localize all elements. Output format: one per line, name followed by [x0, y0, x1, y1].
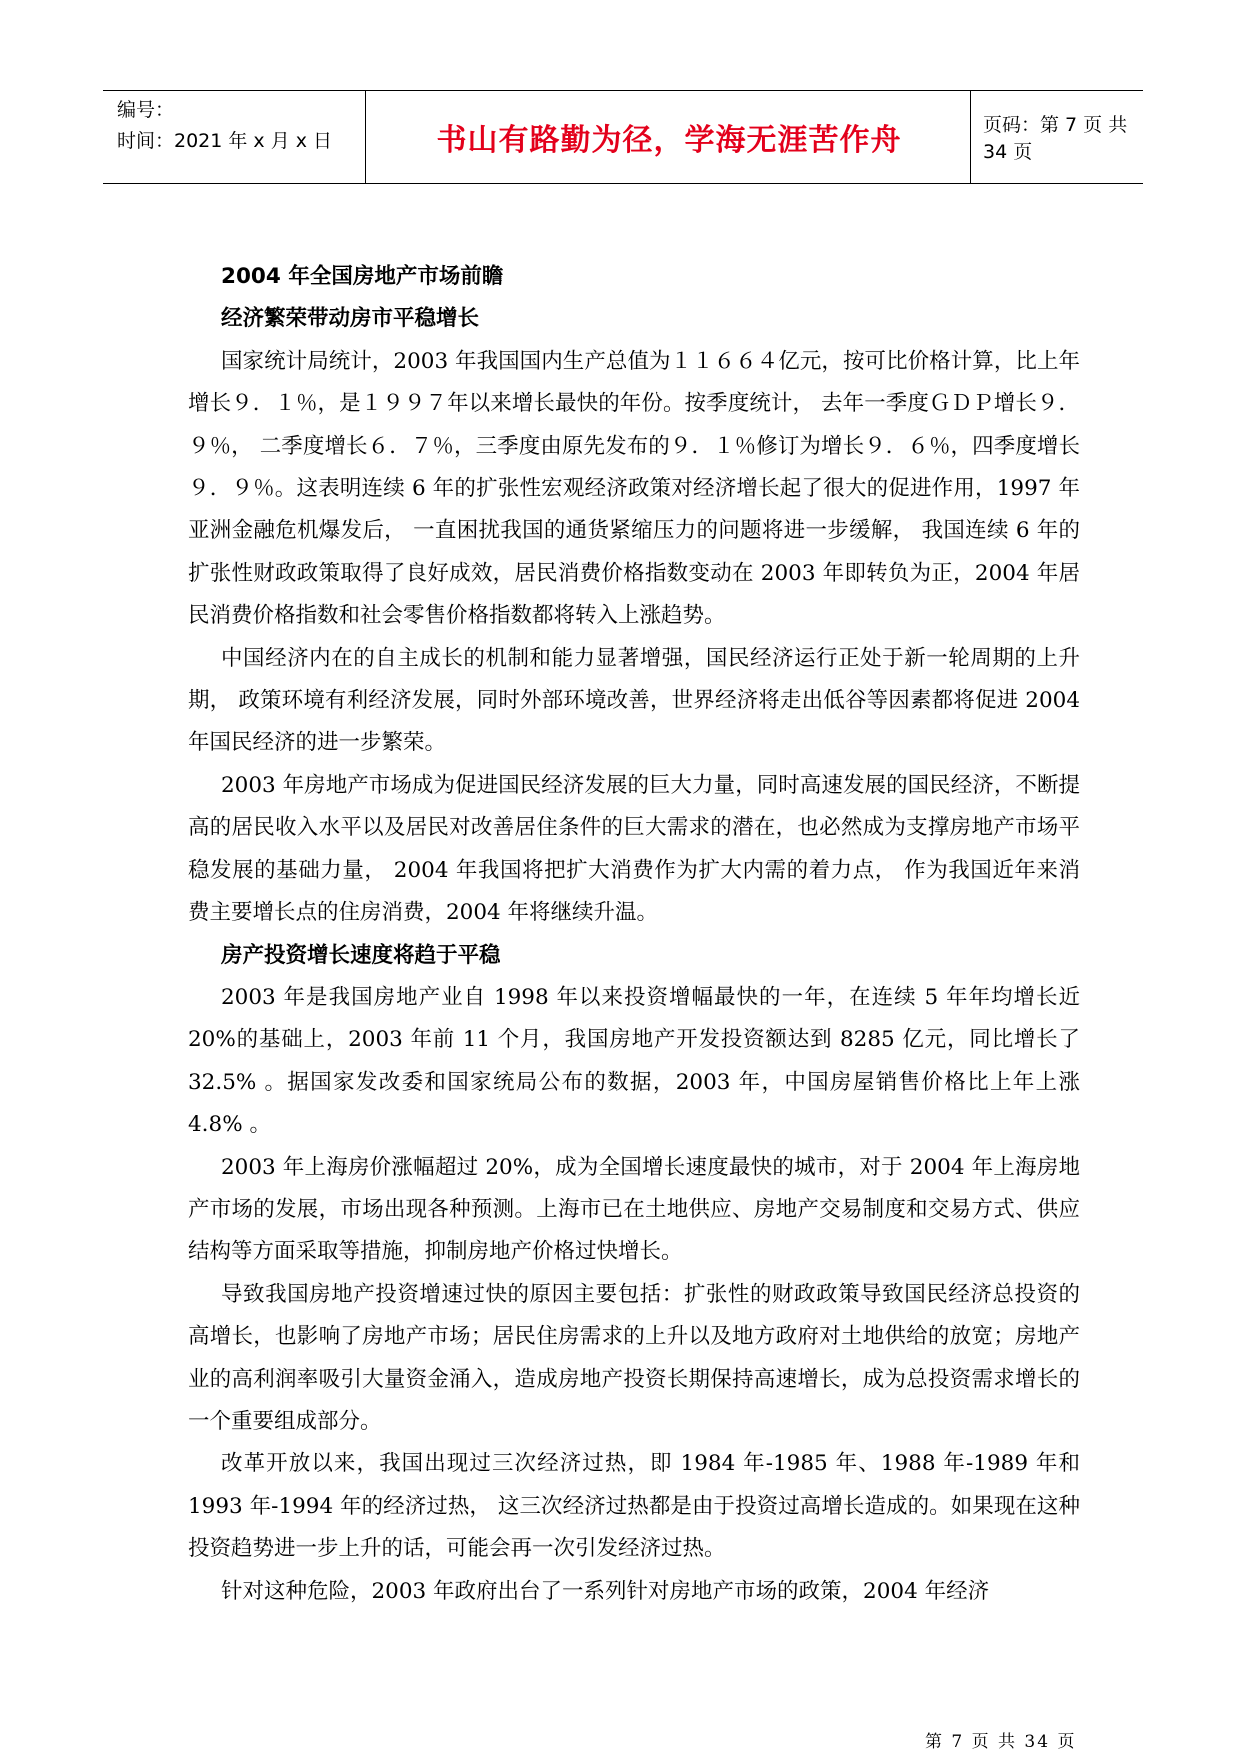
- header-divider: [365, 91, 366, 183]
- paragraph: 2003 年房地产市场成为促进国民经济发展的巨大力量，同时高速发展的国民经济，不断提高的居民收入水平以及居民对改善居住条件的巨大需求的潜在，也必然成为支撑房地产市场平稳发展的基础力量， 2004 年我国将把扩大消费作为扩大内需的着力点， 作为我国近年来消费主要增长点的住房消费，2004 年将继续升温。: [188, 772, 1080, 926]
- document-body: [188, 256, 1080, 1613]
- paragraph: 国家统计局统计，2003 年我国国内生产总值为１１６６４亿元，按可比价格计算，比上年增长９．１％，是１９９７年以来增长最快的年份。按季度统计， 去年一季度ＧＤＰ增长９．９％， 二季度增长６．７％，三季度由原先发布的９．１％修订为增长９．６％，四季度增长９．９％。这表明连续 6 年的扩张性宏观经济政策对经济增长起了很大的促进作用，1997 年亚洲金融危机爆发后， 一直困扰我国的通货紧缩压力的问题将进一步缓解， 我国连续 6 年的扩张性财政政策取得了良好成效，居民消费价格指数变动在 2003 年即转负为正，2004 年居民消费价格指数和社会零售价格指数都将转入上涨趋势。: [188, 348, 1080, 629]
- header-divider: [970, 91, 971, 183]
- document-title: 2004 年全国房地产市场前瞻: [221, 264, 504, 289]
- paragraph: 中国经济内在的自主成长的机制和能力显著增强，国民经济运行正处于新一轮周期的上升期， 政策环境有利经济发展，同时外部环境改善，世界经济将走出低谷等因素都将促进 2004 年国民经济的进一步繁荣。: [188, 645, 1080, 756]
- document-number-label: 编号：: [117, 99, 175, 121]
- paragraph: 2003 年是我国房地产业自 1998 年以来投资增幅最快的一年，在连续 5 年年均增长近 20%的基础上，2003 年前 11 个月，我国房地产开发投资额达到 8285 亿元，同比增长了 32.5% 。据国家发改委和国家统局公布的数据，2003 年，中国房屋销售价格比上年上涨 4.8% 。: [188, 984, 1080, 1138]
- section-heading: 房产投资增长速度将趋于平稳: [221, 942, 501, 968]
- paragraph: 导致我国房地产投资增速过快的原因主要包括：扩张性的财政政策导致国民经济总投资的高增长，也影响了房地产市场；居民住房需求的上升以及地方政府对土地供给的放宽；房地产业的高利润率吸引大量资金涌入，造成房地产投资长期保持高速增长，成为总投资需求增长的一个重要组成部分。: [188, 1281, 1080, 1434]
- section-heading: 经济繁荣带动房市平稳增长: [221, 306, 480, 332]
- paragraph: 改革开放以来，我国出现过三次经济过热，即 1984 年-1985 年、1988 年-1989 年和 1993 年-1994 年的经济过热， 这三次经济过热都是由于投资过高增长造成的。如果现在这种投资趋势进一步上升的话，可能会再一次引发经济过热。: [188, 1451, 1080, 1562]
- page-header: [103, 90, 1143, 184]
- paragraph: 2003 年上海房价涨幅超过 20%，成为全国增长速度最快的城市，对于 2004 年上海房地产市场的发展，市场出现各种预测。上海市已在土地供应、房地产交易制度和交易方式、供应结构等方面采取等措施，抑制房地产价格过快增长。: [188, 1154, 1080, 1265]
- document-time-label: 时间：2021 年 x 月 x 日: [117, 130, 333, 152]
- header-motto: 书山有路勤为径，学海无涯苦作舟: [436, 123, 902, 158]
- paragraph: 针对这种危险，2003 年政府出台了一系列针对房地产市场的政策，2004 年经济: [221, 1578, 990, 1604]
- header-meta: [117, 95, 362, 157]
- header-page-info: 页码：第 7 页 共 34 页: [983, 114, 1128, 163]
- page-footer: 第 7 页 共 34 页: [925, 1732, 1077, 1752]
